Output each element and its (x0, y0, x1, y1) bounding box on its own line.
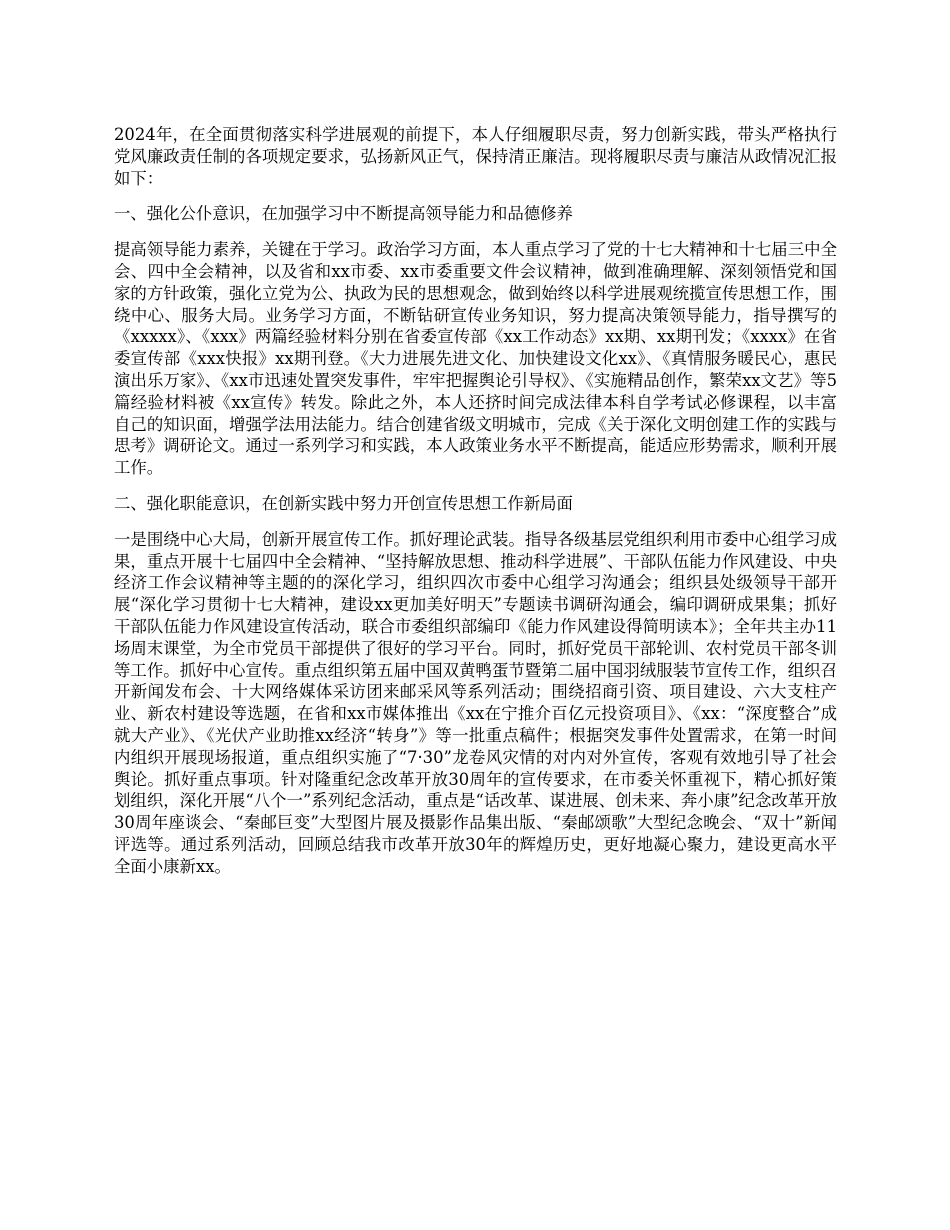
intro-paragraph: 2024年，在全面贯彻落实科学进展观的前提下，本人仔细履职尽责，努力创新实践，带头严格执行党风廉政责任制的各项规定要求，弘扬新风正气，保持清正廉洁。现将履职尽责与廉洁从政情况汇报如下： (114, 125, 837, 188)
section-1-heading: 一、强化公仆意识，在加强学习中不断提高领导能力和品德修养 (114, 204, 573, 224)
section-1-body: 提高领导能力素养，关键在于学习。政治学习方面，本人重点学习了党的十七大精神和十七届三中全会、四中全会精神，以及省和xx市委、xx市委重要文件会议精神，做到准确理解、深刻领悟党和国家的方针政策，强化立党为公、执政为民的思想观念，做到始终以科学进展观统揽宣传思想工作，围绕中心、服务大局。业务学习方面，不断钻研宣传业务知识，努力提高决策领导能力，指导撰写的《xxxxx》、《xxx》两篇经验材料分别在省委宣传部《xx工作动态》xx期、xx期刊发；《xxxx》在省委宣传部《xxx快报》xx期刊登。《大力进展先进文化、加快建设文化xx》、《真情服务暖民心，惠民演出乐万家》、《xx市迅速处置突发事件，牢牢把握舆论引导权》、《实施精品创作，繁荣xx文艺》等5篇经验材料被《xx宣传》转发。除此之外，本人还挤时间完成法律本科自学考试必修课程，以丰富自己的知识面，增强学法用法能力。结合创建省级文明城市，完成《关于深化文明创建工作的实践与思考》调研论文。通过一系列学习和实践，本人政策业务水平不断提高，能适应形势需求，顺利开展工作。 (114, 240, 837, 478)
section-2-heading: 二、强化职能意识，在创新实践中努力开创宣传思想工作新局面 (114, 493, 573, 513)
section-2-body: 一是围绕中心大局，创新开展宣传工作。抓好理论武装。指导各级基层党组织利用市委中心组学习成果，重点开展十七届四中全会精神、“坚持解放思想、推动科学进展”、干部队伍能力作风建设、中央经济工作会议精神等主题的的深化学习，组织四次市委中心组学习沟通会；组织县处级领导干部开展“深化学习贯彻十七大精神，建设xx更加美好明天”专题读书调研沟通会，编印调研成果集；抓好干部队伍能力作风建设宣传活动，联合市委组织部编印《能力作风建设得简明读本》；全年共主办11场周末课堂，为全市党员干部提供了很好的学习平台。同时，抓好党员干部轮训、农村党员干部冬训等工作。抓好中心宣传。重点组织第五届中国双黄鸭蛋节暨第二届中国羽绒服装节宣传工作，组织召开新闻发布会、十大网络媒体采访团来邮采风等系列活动；围绕招商引资、项目建设、六大支柱产业、新农村建设等选题，在省和xx市媒体推出《xx在宁推介百亿元投资项目》、《xx：“深度整合”成就大产业》、《光伏产业助推xx经济“转身”》等一批重点稿件；根据突发事件处置需求，在第一时间内组织开展现场报道，重点组织实施了“7·30”龙卷风灾情的对内对外宣传，客观有效地引导了社会舆论。抓好重点事项。针对隆重纪念改革开放30周年的宣传要求，在市委关怀重视下，精心抓好策划组织，深化开展“八个一”系列纪念活动，重点是“话改革、谋进展、创未来、奔小康”纪念改革开放30周年座谈会、“秦邮巨变”大型图片展及摄影作品集出版、“秦邮颂歌”大型纪念晚会、“双十”新闻评选等。通过系列活动，回顾总结我市改革开放30年的辉煌历史，更好地凝心聚力，建设更高水平全面小康新xx。 (114, 529, 837, 876)
document-page (114, 124, 837, 892)
